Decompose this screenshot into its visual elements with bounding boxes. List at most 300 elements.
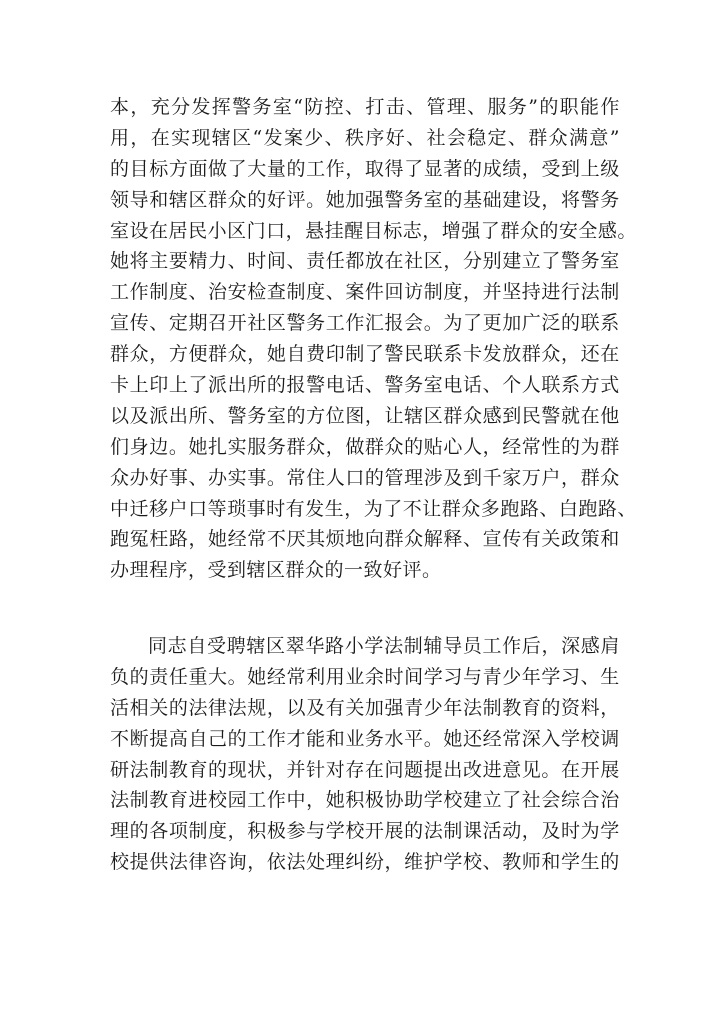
text-char: 警: [561, 250, 581, 273]
text-line: [110, 154, 620, 185]
text-line: [110, 370, 620, 401]
text-char: 时: [266, 497, 286, 520]
text-char: 、: [462, 528, 483, 551]
text-char: 负: [110, 665, 130, 688]
text-char: 状: [247, 758, 267, 781]
text-char: 提: [149, 727, 169, 750]
text-char: 、: [467, 96, 487, 118]
text-char: 回: [384, 281, 405, 304]
text-char: 工: [482, 635, 502, 657]
text-char: 系: [600, 312, 620, 335]
text-char: 的: [286, 157, 306, 180]
text-char: 还: [580, 343, 601, 366]
text-char: 到: [561, 157, 581, 180]
text-char: 责: [149, 665, 169, 688]
text-char: 务: [266, 435, 287, 458]
text-char: 生: [600, 665, 620, 688]
text-char: 宣: [482, 528, 503, 551]
text-char: 冤: [129, 528, 150, 551]
text-char: 询: [227, 851, 248, 874]
text-char: 法: [423, 820, 444, 843]
text-char: 、: [227, 250, 248, 273]
text-char: 案: [283, 126, 304, 149]
text-char: 的: [110, 157, 130, 180]
text-char: 众: [384, 435, 405, 458]
text-char: 强: [384, 696, 405, 719]
text-char: 、: [482, 374, 503, 397]
text-char: ，: [541, 635, 561, 657]
text-char: 标: [149, 157, 169, 180]
text-char: 础: [482, 188, 503, 211]
text-char: 师: [521, 851, 542, 874]
text-char: 目: [363, 219, 384, 242]
text-char: 挂: [324, 219, 345, 242]
text-char: 进: [541, 281, 561, 304]
text-char: 区: [423, 250, 444, 273]
text-char: ，: [266, 696, 287, 719]
text-char: 学: [423, 665, 444, 688]
text-char: 方: [580, 374, 601, 397]
text-char: 到: [462, 466, 483, 489]
text-char: 合: [580, 789, 601, 812]
text-char: ，: [227, 820, 248, 843]
text-char: 报: [286, 374, 306, 397]
text-char: 用: [110, 126, 130, 149]
text-char: 的: [462, 157, 483, 180]
text-char: 校: [580, 727, 601, 750]
text-char: ，: [521, 820, 542, 843]
text-char: 派: [149, 404, 169, 427]
text-char: 为: [580, 820, 601, 843]
text-char: 时: [561, 820, 581, 843]
text-char: 以: [110, 404, 130, 427]
text-char: 务: [404, 188, 424, 211]
text-char: 安: [558, 219, 579, 242]
text-char: 感: [597, 219, 618, 242]
text-char: 开: [364, 820, 385, 843]
text-char: 小: [207, 219, 228, 242]
text-char: 翠: [285, 635, 306, 657]
text-char: ，: [422, 219, 442, 242]
text-char: 辖: [168, 188, 189, 211]
text-char: 供: [149, 851, 169, 874]
text-char: 、: [364, 374, 385, 397]
text-char: 精: [188, 250, 208, 273]
text-char: 任: [325, 250, 346, 273]
text-char: 业: [345, 665, 365, 688]
text-char: 在: [580, 404, 601, 427]
text-char: 的: [561, 435, 581, 458]
text-char: 办: [208, 466, 228, 489]
text-char: 青: [482, 665, 503, 688]
text-char: 电: [443, 374, 463, 397]
text-char: 级: [600, 157, 620, 180]
text-char: 育: [188, 758, 208, 781]
text-char: 规: [247, 696, 267, 719]
text-char: 理: [325, 851, 346, 874]
text-char: 分: [462, 250, 483, 273]
text-char: 发: [482, 343, 503, 366]
text-char: 警: [384, 343, 405, 366]
text-char: 间: [266, 250, 287, 273]
text-char: 实: [227, 466, 248, 489]
text-char: 的: [227, 727, 248, 750]
text-char: 联: [423, 343, 444, 366]
text-char: 将: [561, 188, 581, 211]
text-char: 存: [345, 758, 365, 781]
text-char: 众: [227, 343, 248, 366]
text-char: 迁: [129, 497, 150, 520]
text-char: 习: [443, 665, 463, 688]
text-char: 的: [129, 665, 150, 688]
text-char: 协: [384, 789, 405, 812]
text-line: [110, 123, 620, 154]
text-char: 己: [208, 727, 228, 750]
text-char: 、: [406, 126, 426, 149]
text-char: ，: [541, 188, 561, 211]
text-char: 经: [266, 665, 287, 688]
text-char: 法: [462, 696, 483, 719]
text-char: 教: [502, 851, 522, 874]
text-char: 区: [227, 219, 247, 242]
text-line: [110, 308, 620, 339]
text-char: 室: [110, 219, 130, 242]
text-char: 人: [325, 466, 346, 489]
text-char: ，: [149, 343, 169, 366]
text-char: 人: [462, 435, 483, 458]
text-char: 、: [539, 497, 559, 520]
text-char: 积: [247, 820, 267, 843]
text-char: 青: [404, 696, 424, 719]
text-char: 都: [345, 250, 365, 273]
text-char: 用: [325, 665, 346, 688]
text-char: 入: [541, 727, 561, 750]
text-line: [110, 847, 620, 878]
text-char: 关: [345, 696, 365, 719]
text-char: 、: [482, 851, 503, 874]
text-char: ，: [188, 528, 208, 551]
text-char: 区: [266, 635, 286, 657]
text-char: ，: [561, 466, 581, 489]
text-char: 评: [286, 188, 306, 211]
text-char: 、: [580, 665, 601, 688]
text-char: 图: [345, 404, 365, 427]
text-char: 理: [446, 96, 467, 118]
text-char: 策: [580, 528, 601, 551]
text-char: 活: [482, 820, 503, 843]
text-char: 在: [561, 758, 581, 781]
text-char: 度: [443, 281, 463, 304]
text-char: 法: [110, 789, 130, 812]
text-char: 辖: [404, 404, 424, 427]
text-char: 参: [286, 820, 306, 843]
text-char: 跑: [578, 497, 598, 520]
paragraph-2: [110, 631, 620, 878]
text-char: 问: [384, 758, 405, 781]
text-char: 涉: [423, 466, 444, 489]
text-char: 作: [266, 727, 287, 750]
text-char: 白: [558, 497, 579, 520]
text-char: 检: [247, 281, 267, 304]
text-char: 。: [423, 312, 444, 335]
text-char: 法: [129, 758, 150, 781]
text-char: 要: [168, 250, 189, 273]
text-char: 系: [443, 343, 463, 366]
text-line: [110, 724, 620, 755]
text-char: 学: [561, 851, 581, 874]
text-char: 醒: [344, 219, 364, 242]
text-char: 室: [266, 404, 287, 427]
text-char: 她: [443, 727, 463, 750]
text-char: 及: [306, 696, 326, 719]
text-char: 建: [502, 250, 522, 273]
text-char: “: [252, 126, 263, 149]
text-char: 多: [480, 497, 501, 520]
text-char: 经: [227, 528, 248, 551]
text-char: 群: [441, 497, 462, 520]
text-char: 警: [306, 374, 326, 397]
text-char: 责: [306, 250, 326, 273]
text-char: 卡: [462, 343, 483, 366]
text-char: 中: [286, 789, 306, 812]
text-char: 了: [541, 250, 561, 273]
text-char: 面: [188, 157, 208, 180]
text-char: 志: [402, 219, 423, 242]
text-char: ，: [306, 789, 326, 812]
text-char: 现: [227, 758, 248, 781]
text-char: 将: [129, 250, 150, 273]
text-char: 她: [110, 250, 130, 273]
text-char: 群: [208, 188, 228, 211]
text-char: 制: [286, 281, 306, 304]
text-char: 琐: [227, 497, 247, 520]
text-char: 深: [521, 727, 542, 750]
text-char: 及: [129, 404, 150, 427]
text-char: 报: [384, 312, 405, 335]
text-char: 的: [539, 219, 559, 242]
text-char: 扎: [208, 435, 228, 458]
text-char: 话: [345, 374, 365, 397]
text-char: 众: [548, 126, 569, 149]
text-char: 得: [384, 157, 405, 180]
text-char: 会: [541, 789, 561, 812]
text-char: 力: [208, 250, 228, 273]
text-char: 室: [272, 96, 293, 118]
text-char: 方: [168, 157, 189, 180]
text-char: 、: [188, 281, 208, 304]
text-char: 警: [384, 188, 405, 211]
text-char: 理: [110, 820, 130, 843]
text-char: 平: [404, 727, 424, 750]
text-char: 加: [345, 188, 365, 211]
text-char: 领: [110, 188, 130, 211]
text-char: 辖: [211, 126, 232, 149]
text-char: 绩: [502, 157, 522, 180]
text-char: 和: [325, 727, 346, 750]
text-char: 就: [561, 404, 581, 427]
text-char: 生: [324, 497, 345, 520]
text-char: 活: [110, 696, 130, 719]
text-char: 警: [580, 188, 601, 211]
text-char: 校: [110, 851, 130, 874]
text-char: 方: [168, 343, 189, 366]
text-char: 务: [247, 404, 267, 427]
text-char: 年: [443, 696, 463, 719]
text-char: 常: [286, 466, 306, 489]
text-char: 感: [580, 635, 601, 657]
text-char: 。: [617, 219, 637, 242]
text-char: 群: [528, 126, 548, 149]
text-char: 众: [600, 466, 620, 489]
text-char: 作: [129, 281, 150, 304]
text-char: 改: [462, 758, 483, 781]
text-char: 的: [541, 696, 561, 719]
text-char: 联: [541, 374, 561, 397]
text-char: 烦: [325, 528, 346, 551]
text-char: 的: [404, 820, 424, 843]
text-char: 有: [521, 528, 542, 551]
text-char: 群: [500, 219, 520, 242]
text-line: [110, 631, 620, 662]
text-char: 管: [426, 96, 446, 118]
text-char: 料: [580, 696, 601, 719]
text-char: 开: [580, 758, 601, 781]
text-char: ，: [600, 696, 620, 719]
text-line-content: 办理程序，受到辖区群众的一致好评。: [110, 559, 442, 582]
text-char: 。: [266, 466, 287, 489]
text-char: ，: [345, 157, 365, 180]
text-char: 联: [580, 312, 601, 335]
text-char: 水: [384, 727, 405, 750]
text-char: 了: [462, 312, 483, 335]
text-char: 学: [600, 820, 620, 843]
text-char: 教: [168, 758, 189, 781]
text-char: 定: [487, 126, 508, 149]
text-char: 印: [149, 374, 169, 397]
text-char: 满: [568, 126, 589, 149]
text-char: 们: [110, 435, 130, 458]
text-char: 断: [129, 727, 150, 750]
text-char: 印: [325, 343, 346, 366]
text-char: 路: [597, 497, 618, 520]
text-char: 、: [208, 404, 228, 427]
text-char: 住: [306, 466, 326, 489]
text-char: ，: [364, 404, 385, 427]
text-char: 意: [502, 758, 522, 781]
text-char: 法: [286, 851, 306, 874]
text-char: 调: [600, 727, 620, 750]
text-char: 群: [580, 466, 601, 489]
text-char: 控: [324, 96, 345, 118]
text-char: 政: [561, 528, 581, 551]
text-char: 全: [578, 219, 598, 242]
text-char: 边: [149, 435, 169, 458]
text-char: 和: [149, 188, 169, 211]
text-char: 才: [286, 727, 306, 750]
text-char: 击: [385, 96, 406, 118]
text-char: 秩: [345, 126, 365, 149]
text-char: 显: [423, 157, 444, 180]
text-char: 路: [519, 497, 540, 520]
text-char: 序: [365, 126, 385, 149]
text-char: 现: [191, 126, 211, 149]
text-char: 及: [443, 466, 463, 489]
text-char: 电: [325, 374, 346, 397]
text-char: 工: [325, 312, 346, 335]
text-char: 人: [521, 374, 542, 397]
text-char: 群: [286, 435, 306, 458]
text-char: 的: [443, 188, 463, 211]
text-char: 个: [502, 374, 522, 397]
text-char: ，: [266, 758, 287, 781]
text-char: 事: [246, 497, 267, 520]
text-char: 群: [384, 528, 405, 551]
text-char: 了: [502, 789, 522, 812]
text-char: 稳: [467, 126, 487, 149]
text-char: 的: [364, 466, 385, 489]
text-char: 、: [286, 250, 306, 273]
text-char: 年: [521, 665, 542, 688]
text-char: 教: [149, 789, 169, 812]
text-char: 目: [129, 157, 150, 180]
text-char: 做: [208, 157, 228, 180]
text-char: 综: [561, 789, 581, 812]
text-char: 进: [482, 758, 503, 781]
text-char: 、: [406, 96, 426, 118]
text-char: 自: [188, 727, 208, 750]
text-char: 同: [148, 635, 168, 657]
text-char: 量: [266, 157, 287, 180]
text-char: 向: [364, 528, 385, 551]
text-char: 的: [129, 820, 150, 843]
text-char: 了: [227, 157, 248, 180]
text-char: 户: [541, 466, 561, 489]
text-char: 、: [345, 96, 365, 118]
text-char: 进: [188, 789, 208, 812]
text-char: 防: [304, 96, 324, 118]
text-char: 工: [247, 789, 267, 812]
text-char: 解: [423, 528, 444, 551]
text-char: 肩: [600, 635, 620, 657]
text-char: 为: [580, 435, 601, 458]
text-char: 好: [266, 188, 287, 211]
text-char: 家: [502, 466, 522, 489]
text-char: 警: [286, 312, 306, 335]
text-char: 她: [325, 789, 346, 812]
text-char: 理: [404, 466, 424, 489]
text-char: 律: [188, 851, 208, 874]
text-char: 学: [541, 665, 561, 688]
text-char: 开: [227, 312, 248, 335]
text-char: 强: [364, 188, 385, 211]
text-char: 务: [404, 374, 424, 397]
text-char: 法: [227, 696, 248, 719]
text-char: 移: [149, 497, 169, 520]
text-char: 度: [168, 281, 189, 304]
text-line: [110, 555, 620, 586]
text-char: ，: [325, 435, 346, 458]
text-char: 跑: [500, 497, 520, 520]
text-char: 不: [266, 528, 287, 551]
text-char: 区: [232, 126, 252, 149]
text-char: 对: [325, 758, 346, 781]
text-char: 常: [521, 435, 542, 458]
text-char: 提: [423, 758, 444, 781]
text-char: 跑: [110, 528, 130, 551]
text-char: 。: [423, 727, 444, 750]
text-char: 校: [462, 851, 483, 874]
text-char: 区: [266, 312, 287, 335]
